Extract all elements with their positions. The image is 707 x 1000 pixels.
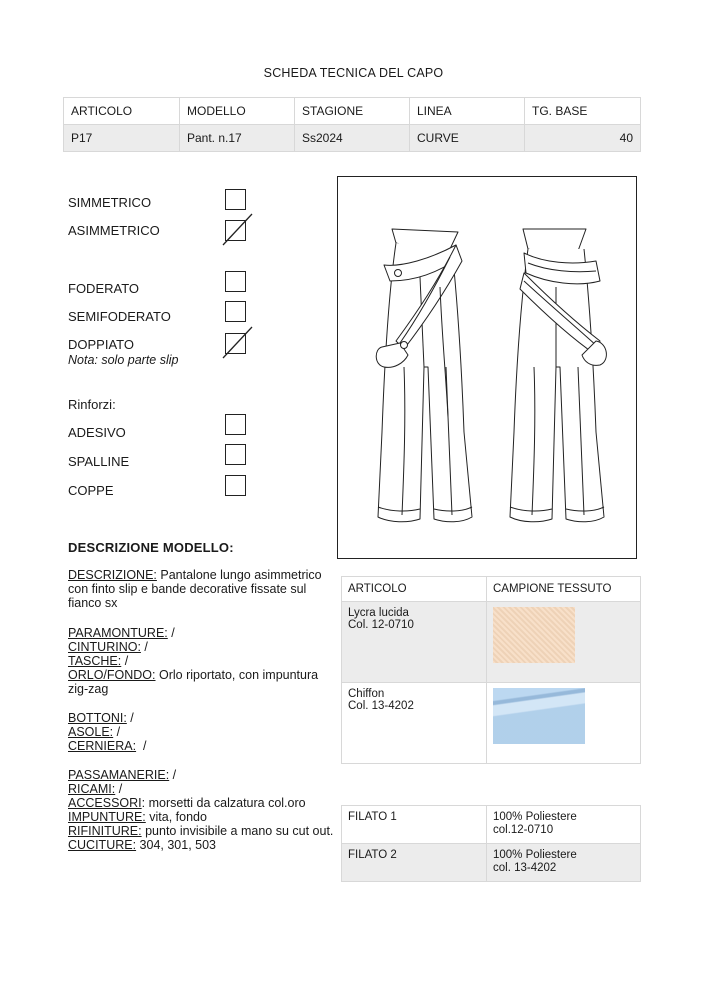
fabric-color-code: Col. 12-0710	[348, 619, 414, 631]
impunture-value: vita, fondo	[145, 810, 207, 824]
thread-row	[342, 844, 641, 882]
ricami-value: /	[115, 782, 123, 796]
page-title: SCHEDA TECNICA DEL CAPO	[263, 66, 444, 80]
header-col-modello: MODELLO	[180, 98, 295, 125]
fabric-name: Chiffon	[348, 688, 385, 700]
description-block-4	[68, 768, 336, 852]
fabric-table-header	[342, 577, 641, 602]
checkbox-adesivo[interactable]	[225, 414, 246, 435]
header-col-tg-base: TG. BASE	[525, 98, 641, 125]
check-slash-icon	[225, 333, 255, 363]
fabric-swatch-lycra	[493, 607, 575, 663]
option-asimmetrico-label: ASIMMETRICO	[68, 223, 160, 238]
checkbox-foderato[interactable]	[225, 271, 246, 292]
thread-composition: 100% Poliestere	[493, 811, 577, 823]
tasche-key: TASCHE:	[68, 654, 122, 668]
value-linea: CURVE	[410, 125, 525, 152]
accessori-key: ACCESSORI	[68, 796, 142, 810]
rifiniture-value: punto invisibile a mano su cut out.	[141, 824, 334, 838]
header-table	[63, 97, 641, 152]
option-doppiato-note: Nota: solo parte slip	[68, 353, 179, 367]
option-foderato-label: FODERATO	[68, 281, 140, 296]
checkbox-doppiato[interactable]	[225, 333, 246, 354]
bottoni-value: /	[126, 711, 134, 725]
option-doppiato-label: DOPPIATO	[68, 337, 134, 352]
rinforzi-label: Rinforzi:	[68, 397, 116, 412]
cerniera-key: CERNIERA:	[68, 739, 137, 753]
description-block-1	[68, 568, 336, 610]
paramonture-value: /	[167, 626, 175, 640]
descrizione-value: Pantalone lungo asimmetrico con finto slip e bande decorative fissate sul fianco sx	[68, 568, 322, 610]
option-semifoderato-label: SEMIFODERATO	[68, 309, 171, 324]
fabric-color-code: Col. 13-4202	[348, 700, 414, 712]
header-col-linea: LINEA	[410, 98, 525, 125]
paramonture-key: PARAMONTURE:	[68, 626, 168, 640]
thread-composition: 100% Poliestere	[493, 849, 577, 861]
passamanerie-key: PASSAMANERIE:	[68, 768, 170, 782]
technical-drawing-frame	[337, 176, 637, 559]
fabric-col-campione: CAMPIONE TESSUTO	[487, 577, 641, 602]
cuciture-value: 304, 301, 503	[136, 838, 216, 852]
header-row	[64, 98, 641, 125]
thread-color: col. 13-4202	[493, 862, 557, 874]
tasche-value: /	[121, 654, 129, 668]
orlo-key: ORLO/FONDO:	[68, 668, 156, 682]
asole-value: /	[113, 725, 121, 739]
header-col-articolo: ARTICOLO	[64, 98, 180, 125]
fabric-table	[341, 576, 641, 764]
checkbox-simmetrico[interactable]	[225, 189, 246, 210]
orlo-value: Orlo riportato, con impuntura zig-zag	[68, 668, 319, 696]
check-slash-icon	[225, 220, 255, 250]
cinturino-key: CINTURINO:	[68, 640, 141, 654]
impunture-key: IMPUNTURE:	[68, 810, 146, 824]
cinturino-value: /	[140, 640, 148, 654]
trousers-flat-sketch	[338, 177, 635, 557]
thread-color: col.12-0710	[493, 824, 554, 836]
descrizione-key: DESCRIZIONE:	[68, 568, 157, 582]
fabric-name: Lycra lucida	[348, 607, 409, 619]
header-values-row	[64, 125, 641, 152]
option-simmetrico-label: SIMMETRICO	[68, 195, 152, 210]
passamanerie-value: /	[169, 768, 177, 782]
checkbox-spalline[interactable]	[225, 444, 246, 465]
ricami-key: RICAMI:	[68, 782, 116, 796]
thread-name: FILATO 2	[342, 844, 487, 882]
option-coppe-label: COPPE	[68, 483, 114, 498]
checkbox-coppe[interactable]	[225, 475, 246, 496]
value-modello: Pant. n.17	[180, 125, 295, 152]
description-section-title: DESCRIZIONE MODELLO:	[68, 540, 234, 555]
fabric-swatch-chiffon	[493, 688, 585, 744]
option-spalline-label: SPALLINE	[68, 454, 130, 469]
description-block-3	[68, 711, 336, 753]
thread-name: FILATO 1	[342, 806, 487, 844]
accessori-value: : morsetti da calzatura col.oro	[141, 796, 306, 810]
thread-table	[341, 805, 641, 882]
thread-row	[342, 806, 641, 844]
rifiniture-key: RIFINITURE:	[68, 824, 142, 838]
value-articolo: P17	[64, 125, 180, 152]
asole-key: ASOLE:	[68, 725, 114, 739]
cuciture-key: CUCITURE:	[68, 838, 137, 852]
fabric-col-articolo: ARTICOLO	[342, 577, 487, 602]
fabric-row	[342, 602, 641, 683]
cerniera-value: /	[136, 739, 147, 753]
header-col-stagione: STAGIONE	[295, 98, 410, 125]
checkbox-semifoderato[interactable]	[225, 301, 246, 322]
option-adesivo-label: ADESIVO	[68, 425, 126, 440]
trousers-back-view	[510, 229, 606, 522]
checkbox-asimmetrico[interactable]	[225, 220, 246, 241]
trousers-front-view	[376, 229, 472, 522]
bottoni-key: BOTTONI:	[68, 711, 127, 725]
value-tg-base: 40	[525, 125, 641, 152]
fabric-row	[342, 683, 641, 764]
description-block-2	[68, 626, 336, 696]
value-stagione: Ss2024	[295, 125, 410, 152]
